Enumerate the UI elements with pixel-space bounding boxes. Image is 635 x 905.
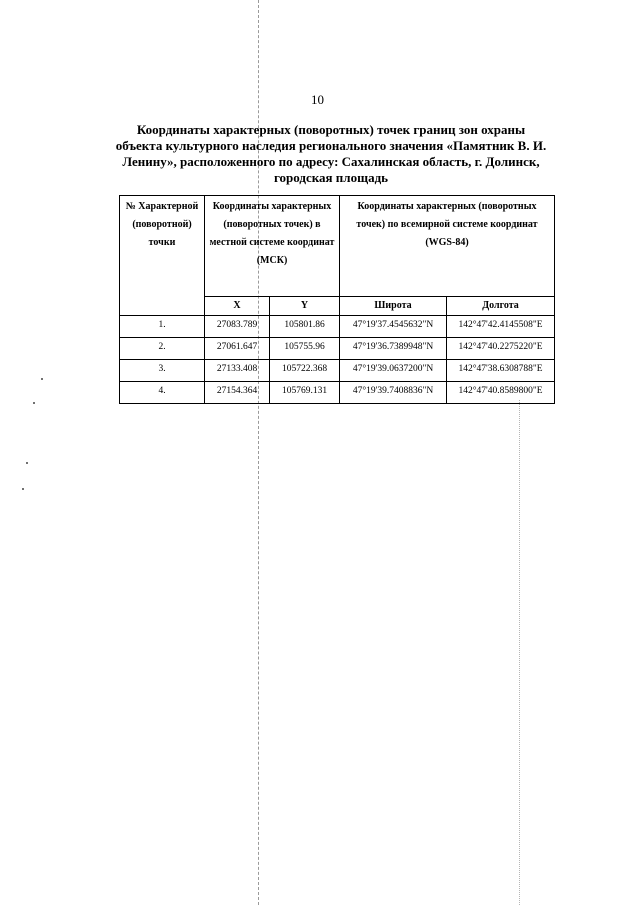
cell-longitude: 142°47'40.8589800"E — [447, 382, 555, 404]
cell-latitude: 47°19'36.7389948"N — [340, 338, 447, 360]
table-row — [120, 316, 555, 338]
cell-x: 27061.647 — [205, 338, 270, 360]
cell-latitude: 47°19'39.7408836"N — [340, 382, 447, 404]
table-header-row — [120, 196, 555, 297]
table-row — [120, 338, 555, 360]
table-row — [120, 360, 555, 382]
page-number: 10 — [311, 92, 324, 107]
cell-y: 105755.96 — [270, 338, 340, 360]
header-local-coords: Координаты характерных (поворотных точек) в местной системе координат (МСК) — [205, 196, 340, 297]
cell-latitude: 47°19'39.0637200"N — [340, 360, 447, 382]
title-line: объекта культурного наследия регионального значения «Памятник В. И. — [115, 138, 547, 153]
cell-y: 105769.131 — [270, 382, 340, 404]
title-line: Координаты характерных (поворотных) точек границ зон охраны — [136, 122, 526, 137]
cell-x: 27133.408 — [205, 360, 270, 382]
cell-point-number: 3. — [120, 360, 205, 382]
scan-speck — [41, 378, 43, 380]
title-line: Ленину», расположенного по адресу: Сахалинская область, г. Долинск, — [122, 154, 540, 169]
cell-point-number: 4. — [120, 382, 205, 404]
cell-longitude: 142°47'38.6308788"E — [447, 360, 555, 382]
cell-point-number: 2. — [120, 338, 205, 360]
coordinates-table — [119, 195, 555, 404]
cell-x: 27154.364 — [205, 382, 270, 404]
subheader-longitude: Долгота — [447, 297, 555, 316]
header-wgs84-coords: Координаты характерных (поворотных точек) по всемирной системе координат (WGS-84) — [340, 196, 555, 297]
subheader-x: X — [205, 297, 270, 316]
cell-y: 105801.86 — [270, 316, 340, 338]
document-title — [96, 122, 566, 186]
scan-speck — [26, 462, 28, 464]
title-line: городская площадь — [273, 170, 389, 185]
cell-point-number: 1. — [120, 316, 205, 338]
subheader-y: Y — [270, 297, 340, 316]
scan-speck — [33, 402, 35, 404]
subheader-latitude: Широта — [340, 297, 447, 316]
scan-speck — [22, 488, 24, 490]
scan-fold-line-secondary — [519, 400, 520, 905]
cell-y: 105722.368 — [270, 360, 340, 382]
header-point-number: № Характерной (поворотной) точки — [120, 196, 205, 316]
cell-latitude: 47°19'37.4545632"N — [340, 316, 447, 338]
table-row — [120, 382, 555, 404]
cell-longitude: 142°47'40.2275220"E — [447, 338, 555, 360]
cell-x: 27083.789 — [205, 316, 270, 338]
cell-longitude: 142°47'42.4145508"E — [447, 316, 555, 338]
